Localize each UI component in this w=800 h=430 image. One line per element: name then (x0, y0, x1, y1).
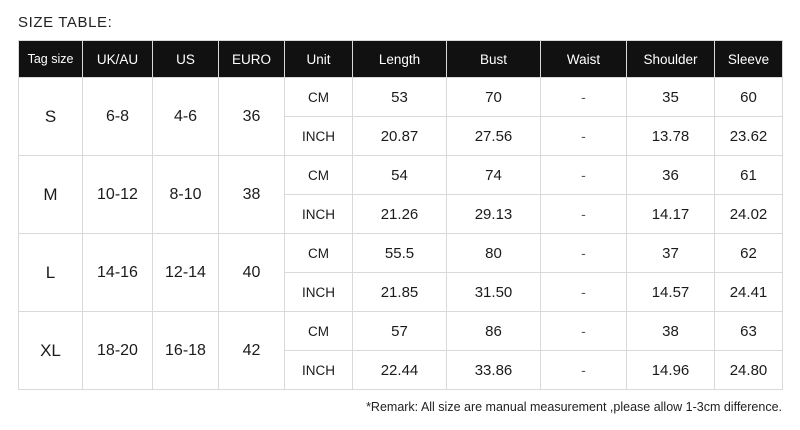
cell-tag-size: L (19, 234, 83, 312)
cell-bust: 31.50 (447, 273, 541, 312)
cell-tag-size: S (19, 78, 83, 156)
cell-euro: 38 (219, 156, 285, 234)
cell-waist: - (541, 78, 627, 117)
cell-sleeve: 60 (715, 78, 783, 117)
cell-waist: - (541, 273, 627, 312)
size-table (18, 40, 783, 390)
column-header-waist: Waist (541, 41, 627, 78)
cell-bust: 70 (447, 78, 541, 117)
cell-length: 21.85 (353, 273, 447, 312)
cell-tag-size: M (19, 156, 83, 234)
column-header-sleeve: Sleeve (715, 41, 783, 78)
cell-length: 53 (353, 78, 447, 117)
cell-euro: 42 (219, 312, 285, 390)
column-header-shoulder: Shoulder (627, 41, 715, 78)
cell-uk-au: 14-16 (83, 234, 153, 312)
cell-unit: CM (285, 234, 353, 273)
table-row (19, 234, 783, 273)
remark-note: *Remark: All size are manual measurement ,please allow 1-3cm difference. (366, 400, 782, 414)
cell-us: 12-14 (153, 234, 219, 312)
cell-length: 21.26 (353, 195, 447, 234)
column-header-unit: Unit (285, 41, 353, 78)
cell-sleeve: 62 (715, 234, 783, 273)
cell-length: 55.5 (353, 234, 447, 273)
cell-unit: INCH (285, 117, 353, 156)
cell-unit: INCH (285, 351, 353, 390)
cell-tag-size: XL (19, 312, 83, 390)
cell-us: 4-6 (153, 78, 219, 156)
cell-unit: CM (285, 156, 353, 195)
cell-shoulder: 13.78 (627, 117, 715, 156)
cell-us: 16-18 (153, 312, 219, 390)
cell-sleeve: 24.41 (715, 273, 783, 312)
cell-length: 57 (353, 312, 447, 351)
cell-euro: 36 (219, 78, 285, 156)
column-header-euro: EURO (219, 41, 285, 78)
column-header-length: Length (353, 41, 447, 78)
table-header-row (19, 41, 783, 78)
cell-sleeve: 24.80 (715, 351, 783, 390)
cell-bust: 27.56 (447, 117, 541, 156)
cell-bust: 29.13 (447, 195, 541, 234)
column-header-uk-au: UK/AU (83, 41, 153, 78)
cell-shoulder: 35 (627, 78, 715, 117)
cell-waist: - (541, 234, 627, 273)
cell-shoulder: 36 (627, 156, 715, 195)
cell-us: 8-10 (153, 156, 219, 234)
cell-sleeve: 63 (715, 312, 783, 351)
size-table-container (18, 40, 782, 390)
cell-bust: 33.86 (447, 351, 541, 390)
cell-shoulder: 14.57 (627, 273, 715, 312)
cell-uk-au: 10-12 (83, 156, 153, 234)
cell-shoulder: 14.17 (627, 195, 715, 234)
cell-unit: INCH (285, 195, 353, 234)
cell-waist: - (541, 351, 627, 390)
cell-shoulder: 38 (627, 312, 715, 351)
cell-uk-au: 6-8 (83, 78, 153, 156)
cell-sleeve: 23.62 (715, 117, 783, 156)
cell-euro: 40 (219, 234, 285, 312)
cell-waist: - (541, 156, 627, 195)
page-title: SIZE TABLE: (18, 14, 113, 31)
column-header-tag-size: Tag size (19, 41, 83, 78)
table-header (19, 41, 783, 78)
cell-unit: CM (285, 312, 353, 351)
table-body (19, 78, 783, 390)
cell-sleeve: 61 (715, 156, 783, 195)
cell-unit: CM (285, 78, 353, 117)
cell-bust: 86 (447, 312, 541, 351)
cell-bust: 74 (447, 156, 541, 195)
table-row (19, 156, 783, 195)
table-row (19, 312, 783, 351)
table-row (19, 78, 783, 117)
cell-bust: 80 (447, 234, 541, 273)
cell-waist: - (541, 195, 627, 234)
cell-uk-au: 18-20 (83, 312, 153, 390)
cell-waist: - (541, 117, 627, 156)
column-header-us: US (153, 41, 219, 78)
cell-length: 22.44 (353, 351, 447, 390)
cell-sleeve: 24.02 (715, 195, 783, 234)
cell-unit: INCH (285, 273, 353, 312)
column-header-bust: Bust (447, 41, 541, 78)
cell-shoulder: 14.96 (627, 351, 715, 390)
cell-waist: - (541, 312, 627, 351)
cell-length: 54 (353, 156, 447, 195)
cell-shoulder: 37 (627, 234, 715, 273)
cell-length: 20.87 (353, 117, 447, 156)
